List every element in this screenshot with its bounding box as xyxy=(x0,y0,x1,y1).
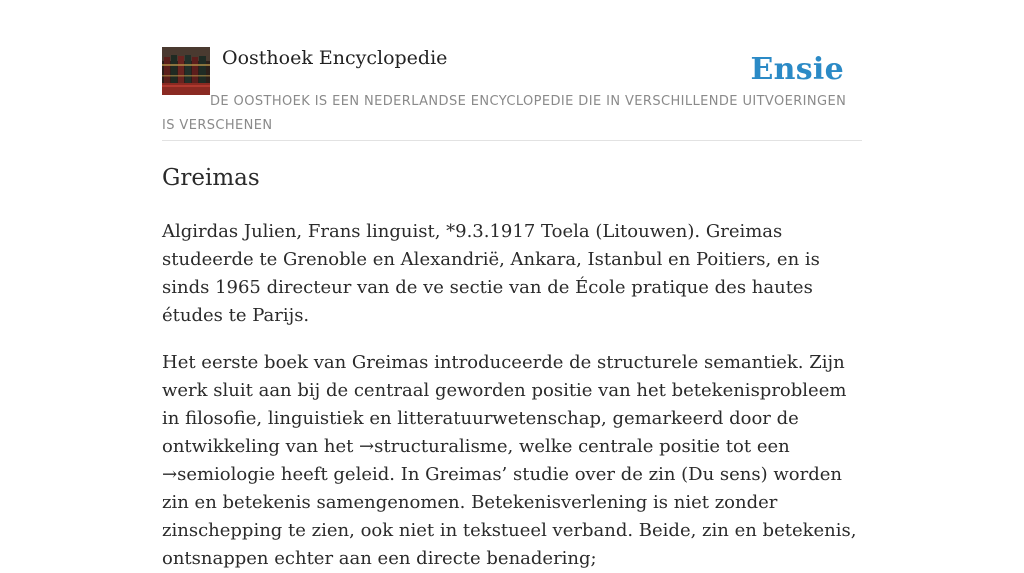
article xyxy=(162,160,862,573)
site-header xyxy=(162,46,862,141)
site-name[interactable]: Oosthoek Encyclopedie xyxy=(222,47,448,69)
encyclopedia-avatar[interactable] xyxy=(162,47,210,95)
article-title: Greimas xyxy=(162,165,260,191)
book-spines-icon xyxy=(162,47,210,95)
ensie-logo-link[interactable]: Ensie xyxy=(750,52,844,87)
article-paragraph: Het eerste boek van Greimas introduceerde de structurele semantiek. Zijn werk sluit aan bij de centraal geworden positie van het betekenisprobleem in filosofie, linguistiek en litteratuurwetenschap, gemarkeerd door de ontwikkeling van het →structuralisme, welke centrale positie tot een →semiologie heeft geleid. In Greimas’ studie over de zin (Du sens) worden zin en betekenis samengenomen. Betekenisverlening is niet zonder zinschepping te zien, ook niet in tekstueel verband. Beide, zin en betekenis, ontsnappen echter aan een directe benadering; xyxy=(162,352,857,569)
site-tagline: DE OOSTHOEK IS EEN NEDERLANDSE ENCYCLOPEDIE DIE IN VERSCHILLENDE UITVOERINGEN IS VERSCHENEN xyxy=(162,94,847,133)
article-paragraph: Algirdas Julien, Frans linguist, *9.3.1917 Toela (Litouwen). Greimas studeerde te Grenoble en Alexandrië, Ankara, Istanbul en Poitiers, en is sinds 1965 directeur van de ve sectie van de École pratique des hautes études te Parijs. xyxy=(162,221,820,326)
